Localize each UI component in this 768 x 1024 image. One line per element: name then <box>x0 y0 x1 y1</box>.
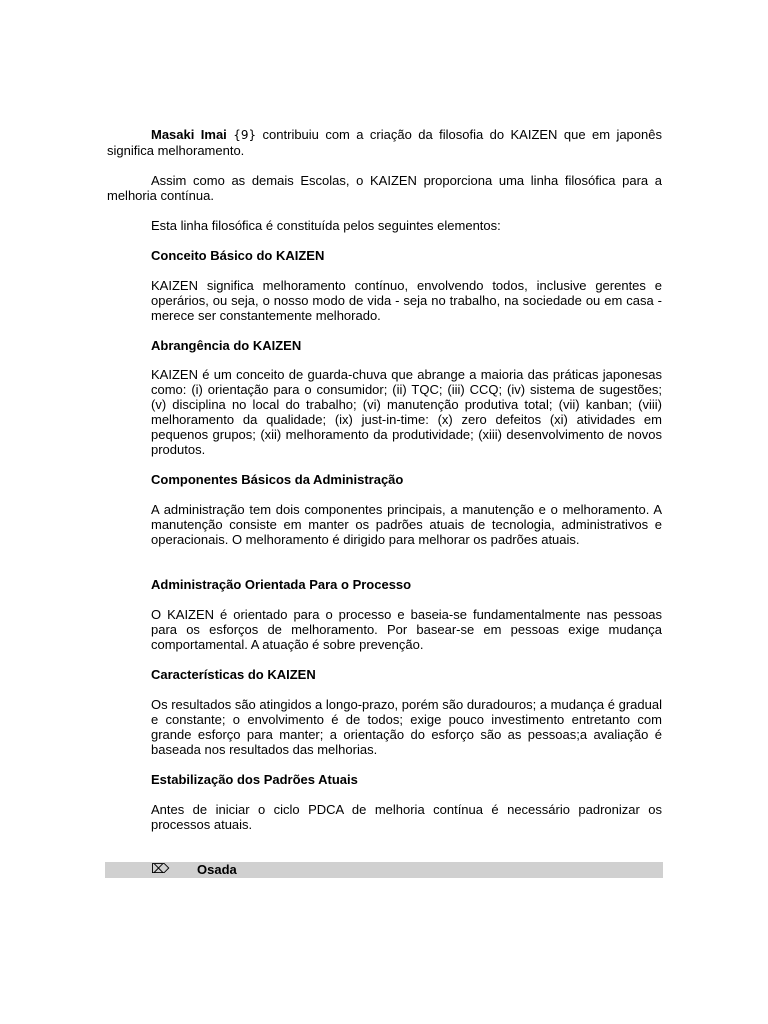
intro-paragraph-1 <box>107 127 662 158</box>
footer-bar <box>105 862 663 878</box>
section-body-componentes: A administração tem dois componentes principais, a manutenção e o melhoramento. A manutenção consiste em manter os padrões atuais de tecnologia, administrativos e operacionais. O melhoramento é dirigido para melhorar os padrões atuais. <box>151 502 662 547</box>
section-body-abrangencia: KAIZEN é um conceito de guarda-chuva que abrange a maioria das práticas japonesas como: (i) orientação para o consumidor; (ii) TQC; (iii) CCQ; (iv) sistema de sugestões; (v) disciplina no local do trabalho; (vi) manutenção produtiva total; (vii) kanban; (viii) melhoramento da qualidade; (ix) just-in-time: (x) zero defeitos (xi) atividades em pequenos grupos; (xii) melhoramento da produtividade; (xiii) desenvolvimento de novos produtos. <box>151 367 662 457</box>
section-heading-conceito: Conceito Básico do KAIZEN <box>151 248 325 263</box>
section-body-estabilizacao: Antes de iniciar o ciclo PDCA de melhoria contínua é necessário padronizar os processos atuais. <box>151 802 662 832</box>
section-body-caracteristicas: Os resultados são atingidos a longo-prazo, porém são duradouros; a mudança é gradual e constante; o envolvimento é de todos; exige pouco investimento entretanto com grande esforço para manter; a orientação do esforço são as pessoas;a avaliação é baseada nos resultados das melhorias. <box>151 697 662 757</box>
section-heading-componentes: Componentes Básicos da Administração <box>151 472 404 487</box>
section-body-processo: O KAIZEN é orientado para o processo e baseia-se fundamentalmente nas pessoas para os esforços de melhoramento. Por basear-se em pessoas exige mudança comportamental. A atuação é sobre prevenção. <box>151 607 662 652</box>
section-heading-abrangencia: Abrangência do KAIZEN <box>151 338 302 353</box>
section-heading-caracteristicas: Características do KAIZEN <box>151 667 316 682</box>
intro-paragraph-3: Esta linha filosófica é constituída pelos seguintes elementos: <box>151 218 501 233</box>
intro-paragraph-1-text: contribuiu com a criação da filosofia do KAIZEN que em japonês significa melhoramento. <box>107 127 662 158</box>
section-heading-estabilizacao: Estabilização dos Padrões Atuais <box>151 772 358 787</box>
author-name: Masaki Imai <box>151 127 227 142</box>
intro-paragraph-2: Assim como as demais Escolas, o KAIZEN proporciona uma linha filosófica para a melhoria contínua. <box>107 173 662 203</box>
reference-number: {9} <box>233 128 257 142</box>
section-body-conceito: KAIZEN significa melhoramento contínuo, envolvendo todos, inclusive gerentes e operários, ou seja, o nosso modo de vida - seja no trabalho, na sociedade ou em casa - merece ser constantemente melhorado. <box>151 278 662 323</box>
pointer-arrow-icon: ⌦ <box>151 862 170 877</box>
section-heading-processo: Administração Orientada Para o Processo <box>151 577 412 592</box>
footer-bar-label: Osada <box>197 862 237 877</box>
